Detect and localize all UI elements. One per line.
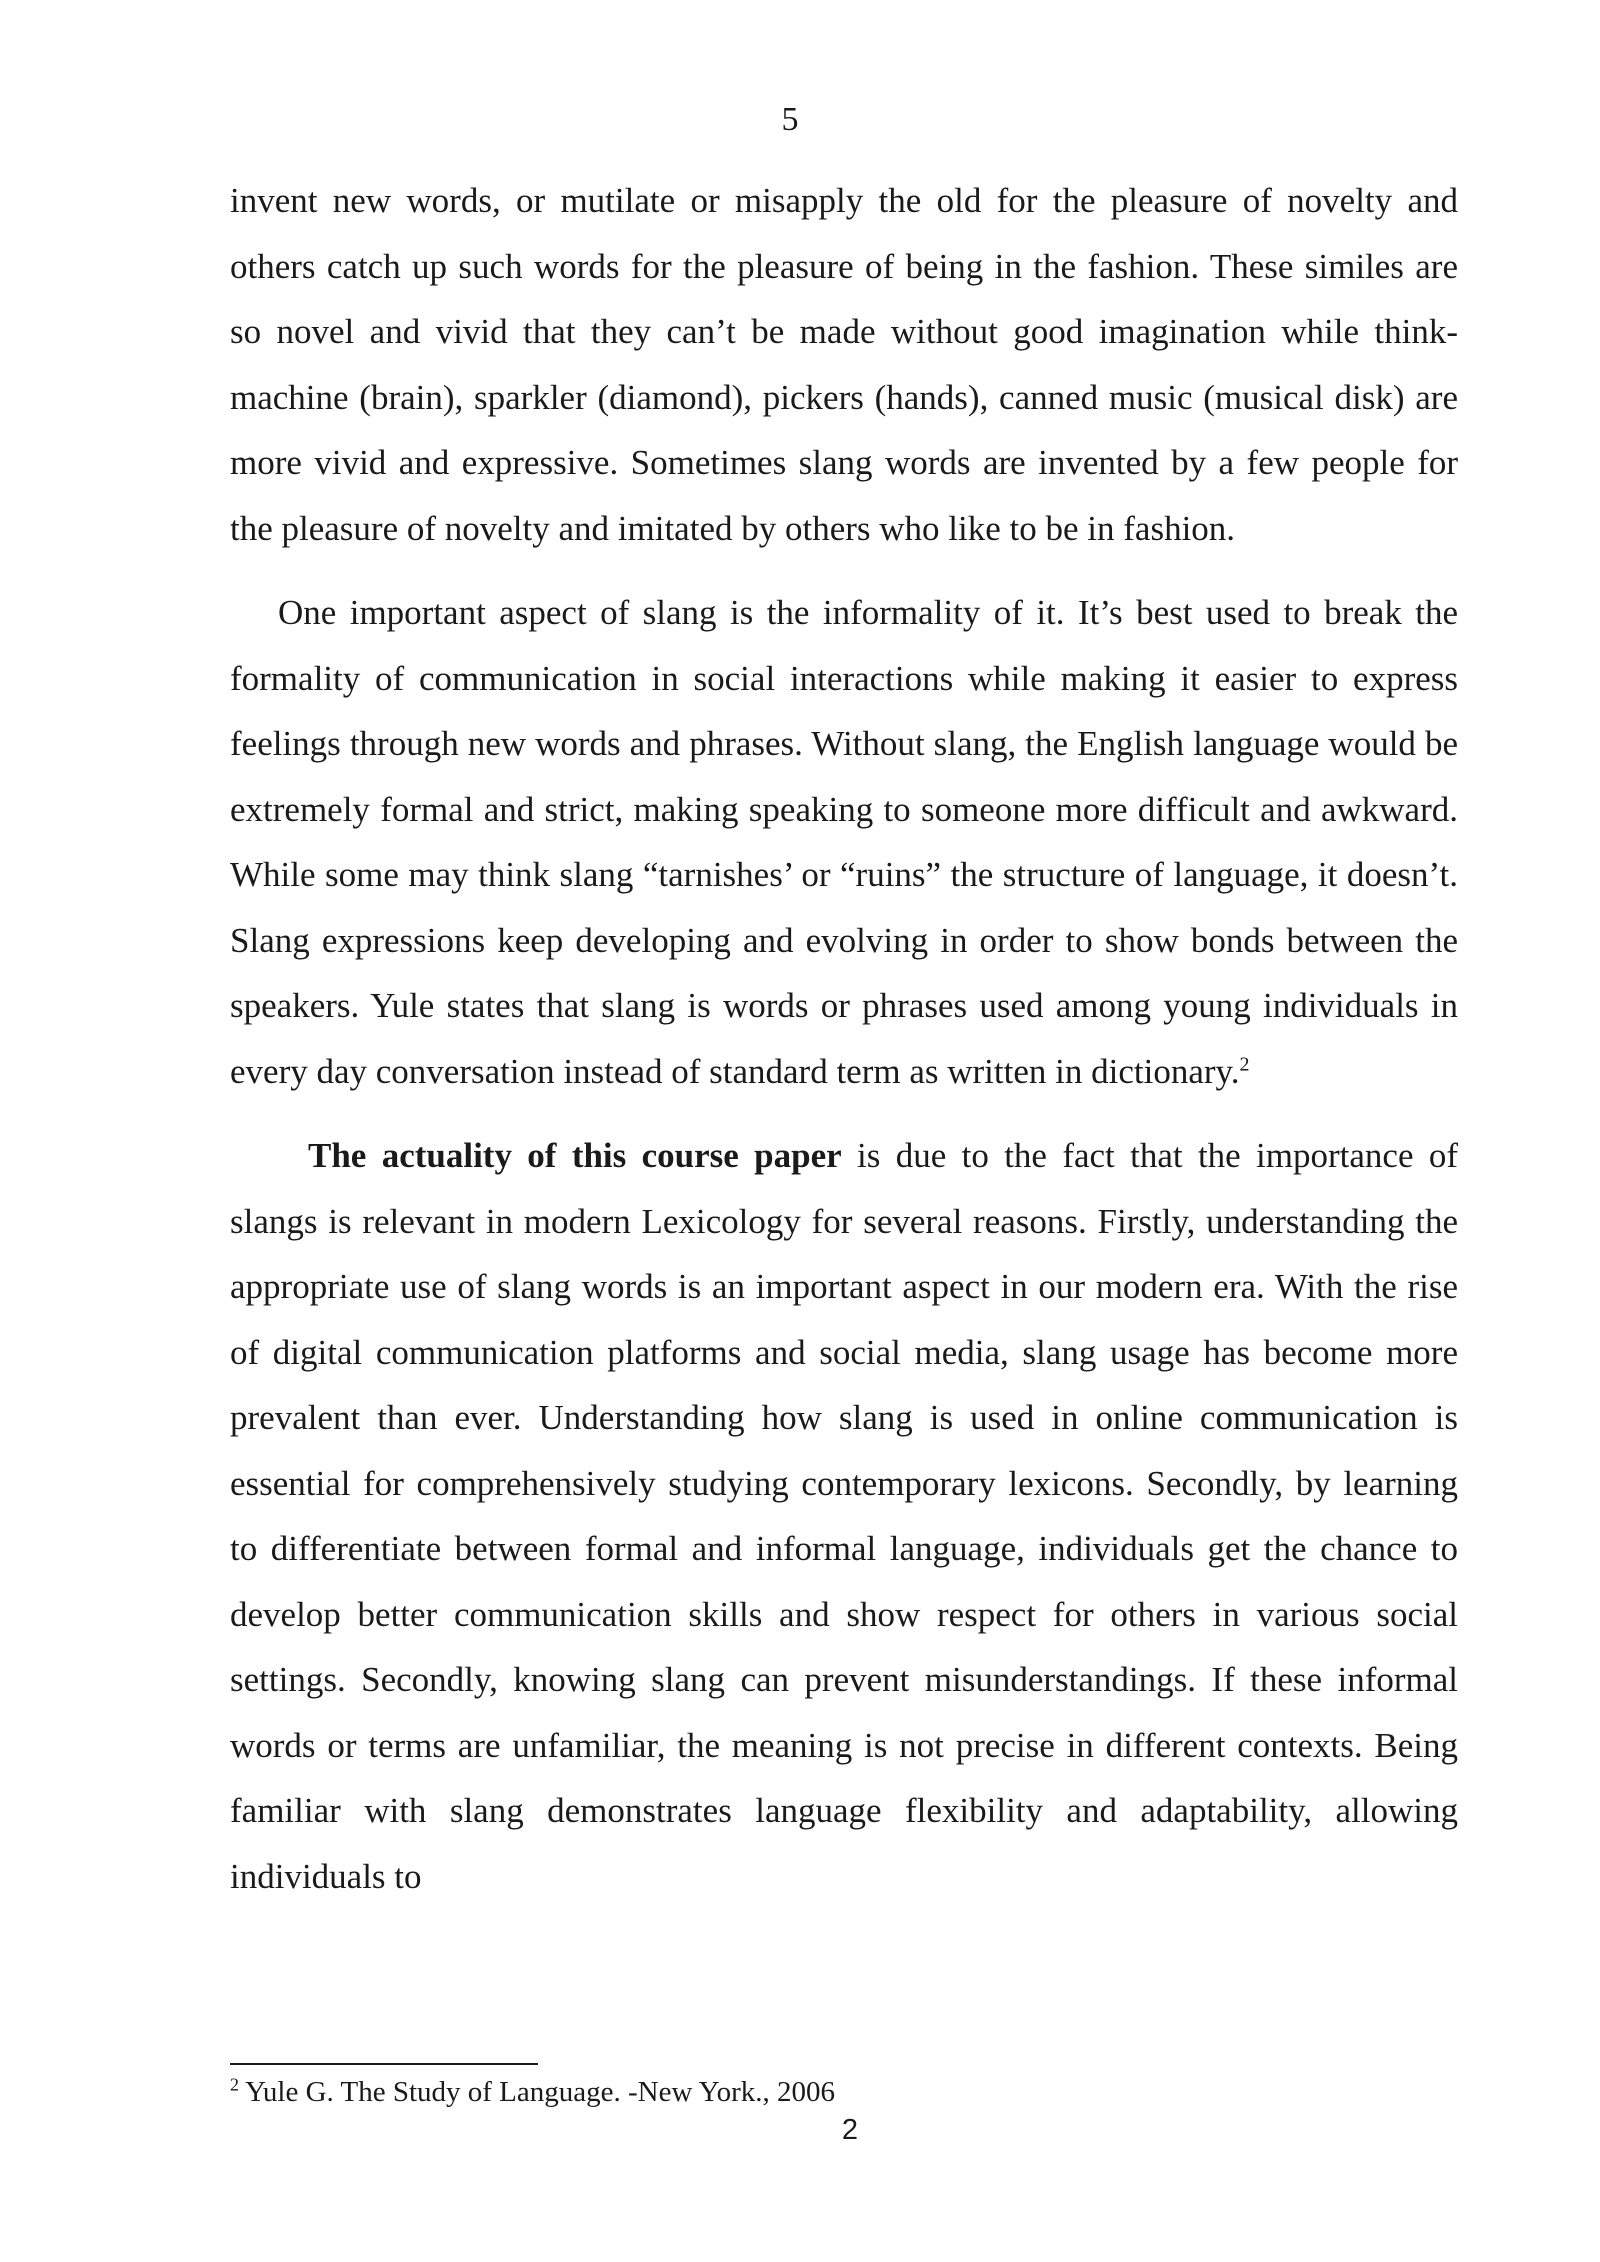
page-number-bottom: 2 (841, 2114, 859, 2146)
actuality-heading: The actuality of this course paper (308, 1136, 842, 1175)
paragraph-1-text: invent new words, or mutilate or misapply the old for the pleasure of novelty and others catch up such words for the pleasure of being in the fashion. These similes are so novel and vivid that they can’t be made without good imagination while think-machine (brain), sparkler (diamond), pickers (hands), canned music (musical disk) are more vivid and expressive. Sometimes slang words are invented by a few people for the pleasure of novelty and imitated by others who like to be in fashion. (230, 181, 1458, 548)
paragraph-2-text: One important aspect of slang is the informality of it. It’s best used to break the formality of communication in social interactions while making it easier to express feelings through new words and phrases. Without slang, the English language would be extremely formal and strict, making speaking to someone more difficult and awkward. While some may think slang “tarnishes’ or “ruins” the structure of language, it doesn’t. Slang expressions keep developing and evolving in order to show bonds between the speakers. Yule states that slang is words or phrases used among young individuals in every day conversation instead of standard term as written in dictionary. (230, 593, 1458, 1091)
paragraph-3-text: is due to the fact that the importance of slangs is relevant in modern Lexicology for several reasons. Firstly, understanding the appropriate use of slang words is an important aspect in our modern era. With the rise of digital communication platforms and social media, slang usage has become more prevalent than ever. Understanding how slang is used in online communication is essential for comprehensively studying contemporary lexicons. Secondly, by learning to differentiate between formal and informal language, individuals get the chance to develop better communication skills and show respect for others in various social settings. Secondly, knowing slang can prevent misunderstandings. If these informal words or terms are unfamiliar, the meaning is not precise in different contexts. Being familiar with slang demonstrates language flexibility and adaptability, allowing individuals to (230, 1136, 1459, 1896)
paragraph-3 (230, 1123, 1458, 1909)
footnote-reference[interactable]: 2 (1239, 1052, 1250, 1075)
paragraph-1 (230, 168, 1458, 561)
footnote (230, 2072, 1430, 2112)
paragraph-2 (230, 580, 1458, 1104)
footnote-separator (230, 2063, 538, 2065)
footnote-text: Yule G. The Study of Language. -New York., 2006 (239, 2076, 836, 2108)
footnote-marker: 2 (230, 2074, 239, 2095)
body-text (230, 168, 1458, 1909)
page-number-top: 5 (781, 101, 799, 138)
